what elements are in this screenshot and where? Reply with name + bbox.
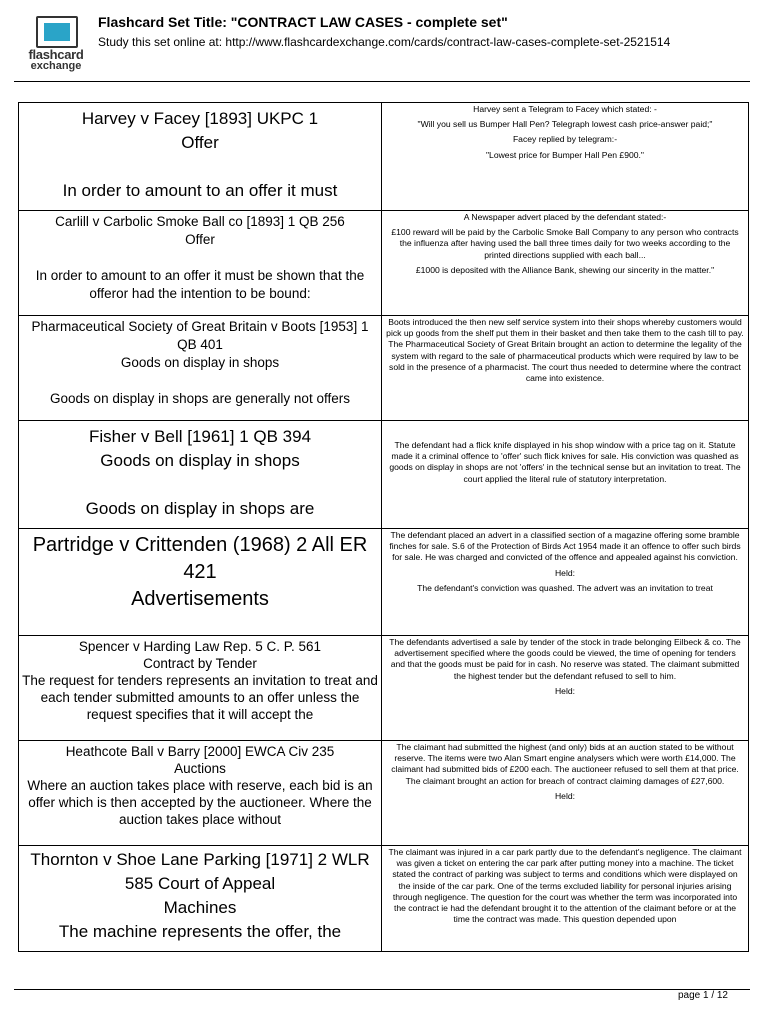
fact-line: Held:	[554, 567, 576, 578]
topic: Auctions	[174, 761, 226, 776]
case-name: Thornton v Shoe Lane Parking [1971] 2 WLR 585 Court of Appeal	[30, 850, 370, 893]
footer-divider	[14, 989, 750, 990]
card-front	[19, 421, 382, 529]
card-front	[19, 529, 382, 636]
card-back	[382, 103, 749, 211]
fact-line: The claimant had submitted the highest (and only) bids at an auction stated to be without reserve. The items were two Alan Smart engine analysers which were worth £14,000. The claimant had submitted bids of £200 each. The auctioneer refused to sell them at that price. The claimant brought an action for breach of contract claiming damages of £27,600.	[391, 742, 739, 786]
study-online-link[interactable]: Study this set online at: http://www.flashcardexchange.com/cards/contract-law-cases-complete-set-2521514	[98, 35, 671, 49]
card-back	[382, 421, 749, 529]
set-title: Flashcard Set Title: "CONTRACT LAW CASES - complete set"	[98, 14, 508, 30]
card-front	[19, 103, 382, 211]
fact-line: £100 reward will be paid by the Carbolic Smoke Ball Company to any person who contracts the influenza after having used the ball three times daily for two weeks according to the printed directions supplied with each ball...	[391, 227, 739, 260]
card-back	[382, 529, 749, 636]
card-back	[382, 636, 749, 741]
case-name: Carlill v Carbolic Smoke Ball co [1893] 1 QB 256	[55, 214, 345, 229]
page-number: page 1 / 12	[677, 990, 728, 1001]
page-header	[0, 0, 768, 80]
card-row	[19, 636, 749, 741]
card-row	[19, 741, 749, 846]
header-divider	[14, 81, 750, 82]
card-row	[19, 529, 749, 636]
logo-text-exchange: exchange	[30, 60, 82, 72]
card-back	[382, 316, 749, 421]
fact-line: "Lowest price for Bumper Hall Pen £900."	[485, 149, 644, 160]
topic: Offer	[185, 232, 215, 247]
card-front	[19, 636, 382, 741]
card-back	[382, 846, 749, 952]
card-row	[19, 316, 749, 421]
fact-line: "Will you sell us Bumper Hall Pen? Telegraph lowest cash price-answer paid;"	[417, 119, 713, 130]
card-back	[382, 741, 749, 846]
principle: Goods on display in shops are generally not offers	[50, 391, 350, 406]
fact-line: Held:	[554, 790, 576, 801]
card-back	[382, 211, 749, 316]
fact-line: £1000 is deposited with the Alliance Bank, shewing our sincerity in the matter."	[415, 264, 715, 275]
card-row	[19, 103, 749, 211]
card-front	[19, 741, 382, 846]
card-front	[19, 211, 382, 316]
fact-line: Harvey sent a Telegram to Facey which stated: -	[473, 104, 657, 114]
principle: In order to amount to an offer it must	[62, 181, 338, 200]
case-name: Harvey v Facey [1893] UKPC 1	[81, 109, 319, 128]
principle: The request for tenders represents an invitation to treat and each tender submitted amounts to an offer unless the request specifies that it will accept the	[22, 673, 378, 722]
fact-line: The defendant's conviction was quashed. The advert was an invitation to treat	[417, 582, 713, 593]
topic: Goods on display in shops	[120, 355, 280, 370]
fact-line: Facey replied by telegram:-	[512, 134, 618, 145]
fact-line: The defendant had a flick knife displayed in his shop window with a price tag on it. Statute made it a criminal offence to 'offer' such flick knives for sale. His conviction was quashed as goods on display in shops are not 'offers' in the technical sense but an invitation to treat. The court applied the literal rule of statutory interpretation.	[389, 440, 741, 484]
fact-line: The claimant was injured in a car park partly due to the defendant's negligence. The claimant was given a ticket on entering the car park after putting money into a machine. The ticket stated the contract of parking was subject to terms and conditions which were displayed on the inside of the car park. One of the terms excluded liability for personal injuries arising through negligence. The question for the court was whether the term was incorporated into the contract ie had the defendant brought it to the attention of the claimant before or at the time the contract was made. This question depended upon	[388, 847, 742, 925]
principle: In order to amount to an offer it must be shown that the offeror had the intention to be bound:	[35, 268, 365, 301]
topic: Contract by Tender	[143, 656, 257, 671]
case-name: Pharmaceutical Society of Great Britain v Boots [1953] 1 QB 401	[31, 319, 369, 352]
card-icon	[36, 16, 78, 48]
topic: Machines	[163, 898, 237, 917]
card-front	[19, 316, 382, 421]
topic: Advertisements	[131, 588, 269, 610]
logo-text-flashcard: flashcard	[28, 47, 84, 62]
fact-line: The defendant placed an advert in a classified section of a magazine offering some bramble finches for sale. S.6 of the Protection of Birds Act 1954 made it an offence to offer such birds for sale. He was charged and convicted of the offence and appealed against his conviction.	[389, 530, 741, 563]
fact-line: Held:	[554, 685, 576, 696]
case-name: Heathcote Ball v Barry [2000] EWCA Civ 235	[65, 744, 335, 759]
card-front	[19, 846, 382, 952]
topic: Offer	[181, 133, 219, 152]
case-name: Fisher v Bell [1961] 1 QB 394	[88, 427, 312, 446]
principle: The machine represents the offer, the	[58, 922, 342, 941]
fact-line: Boots introduced the then new self service system into their shops whereby customers would pick up goods from the shelf put them in their basket and then take them to the cash till to pay. The Pharmaceutical Society of Great Britain brought an action to determine the legality of the system with regard to the sale of pharmaceutical products which were required by law to be sold in the presence of a pharmacist. The court thus needed to determine where the contract came into existence.	[386, 317, 744, 384]
principle: Goods on display in shops are	[85, 499, 315, 518]
card-row	[19, 421, 749, 529]
fact-line: A Newspaper advert placed by the defendant stated:-	[463, 212, 667, 222]
flashcard-exchange-logo[interactable]	[24, 14, 88, 74]
case-name: Spencer v Harding Law Rep. 5 C. P. 561	[78, 639, 322, 654]
flashcard-table	[18, 102, 749, 952]
topic: Goods on display in shops	[100, 451, 300, 470]
case-name: Partridge v Crittenden (1968) 2 All ER 421	[32, 534, 368, 583]
principle: Where an auction takes place with reserve, each bid is an offer which is then accepted by the auctioneer. Where the auction takes place without	[27, 778, 373, 827]
fact-line: The defendants advertised a sale by tender of the stock in trade belonging Eilbeck & co. The advertisement specified where the goods could be viewed, the time of opening for tenders and that the goods must be paid for in cash. No reserve was stated. The claimant submitted the highest tender but the defendant refused to sell to him.	[389, 637, 741, 681]
card-row	[19, 846, 749, 952]
card-row	[19, 211, 749, 316]
